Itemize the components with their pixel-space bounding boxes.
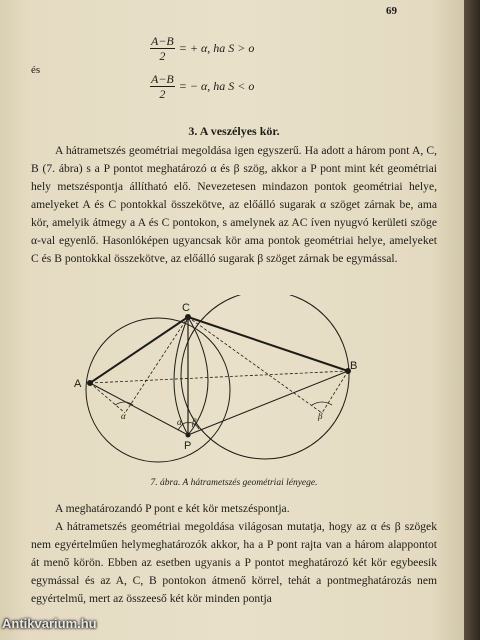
label-C: C bbox=[182, 302, 190, 314]
fraction-numerator: A−B bbox=[151, 34, 174, 48]
point-C bbox=[185, 314, 191, 320]
figure-caption: 7. ábra. A hátrametszés geométriai lényege. bbox=[150, 478, 318, 488]
label-A: A bbox=[74, 378, 82, 390]
circle-CBP bbox=[181, 295, 349, 459]
angle-label-alpha-left: α bbox=[121, 411, 126, 421]
circle-ACP bbox=[86, 318, 230, 462]
watermark-logo: Antikvarium.hu bbox=[2, 616, 97, 631]
fraction-denominator: 2 bbox=[159, 87, 166, 101]
dashed-C-to-beta-vertex bbox=[188, 317, 322, 413]
point-A bbox=[87, 380, 93, 386]
dashed-A-to-B bbox=[90, 371, 348, 383]
segment-CB bbox=[188, 317, 348, 371]
book-spine bbox=[464, 0, 480, 640]
formula-rhs: = − α, ha S < o bbox=[178, 79, 255, 93]
paragraph-dangerous-circle: A hátrametszés geométriai megoldása világosan mutatja, hogy az α és β szögek nem egyértelműen helymeghatározók akkor, ha a P pont rajta van a három alappontot át menő körön. Ebben az esetben ugyanis a P pontot meghatározó két kör egybeesik egymással és az A, C, B pontokon átmenő körrel, tehát a pontmeghatározás nem egyértelmű, mert az összeeső két kör minden pontja bbox=[31, 520, 437, 605]
paragraph-intersection: A meghatározandó P pont e két kör metszéspontja. bbox=[55, 502, 290, 515]
label-B: B bbox=[350, 360, 358, 372]
segment-AC bbox=[90, 317, 188, 383]
paragraph-main: A hátrametszés geométriai megoldása igen egyszerű. Ha adott a három pont A, C, B (7. ábra) s a P pontot meghatározó α és β szög, akkor a P pont mint két geométriai hely metszéspontja állítható elő. Nevezetesen mindazon pontok geométriai helye, amelyeket A és C pontokkal összekötve, az előálló sugarak α szöget zárnak be, ama kör, amelyik átmegy a A és C pontokon, s amelynek az AC íven nyugvó kerületi szöge α-val egyenlő. Hasonlóképen ugyancsak kör ama pontok geométriai helye, amelyeket C és B pontokkal összekötve, az előálló sugarak β szöget zárnak be egymással. bbox=[31, 144, 437, 265]
fraction-numerator: A−B bbox=[151, 72, 174, 86]
formula-positive-alpha bbox=[150, 34, 254, 63]
section-title: 3. A veszélyes kör. bbox=[188, 124, 280, 138]
point-P bbox=[186, 433, 191, 438]
angle-label-beta-center: β bbox=[192, 417, 197, 427]
angle-label-beta-right: β bbox=[318, 411, 323, 421]
connector-word: és bbox=[31, 64, 41, 76]
dashed-A-to-alpha-vertex bbox=[90, 383, 125, 413]
angle-label-alpha-center: α bbox=[177, 417, 182, 427]
label-P: P bbox=[184, 440, 192, 452]
fraction bbox=[150, 72, 175, 101]
fraction-denominator: 2 bbox=[159, 49, 166, 63]
page-number: 69 bbox=[386, 5, 397, 17]
formula-negative-alpha bbox=[150, 72, 254, 101]
dashed-B-to-beta-vertex bbox=[322, 371, 348, 413]
figure-7-diagram bbox=[60, 295, 380, 475]
fraction bbox=[150, 34, 175, 63]
segment-BP bbox=[188, 371, 348, 435]
segment-AP bbox=[90, 383, 188, 435]
formula-rhs: = + α, ha S > o bbox=[178, 41, 255, 55]
dashed-C-to-alpha-vertex bbox=[125, 317, 188, 413]
